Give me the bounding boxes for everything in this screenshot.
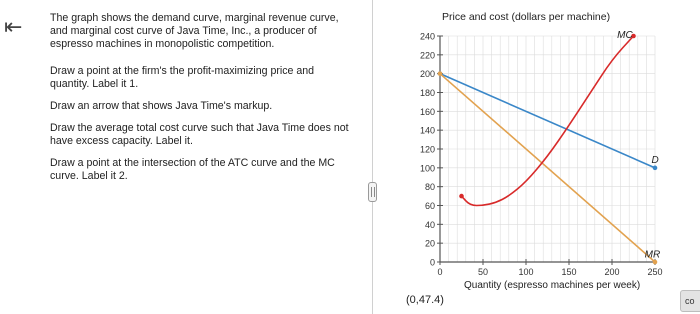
x-tick-label: 250 (647, 267, 663, 277)
y-tick-label: 200 (419, 69, 435, 80)
y-tick-label: 20 (424, 238, 435, 249)
cursor-coordinate-readout: (0,47.4) (406, 294, 444, 306)
curve-handle[interactable] (653, 260, 658, 265)
y-tick-label: 0 (429, 257, 435, 268)
x-tick-label: 0 (437, 267, 443, 277)
y-tick-label: 140 (419, 125, 435, 136)
intro-text: The graph shows the demand curve, marginal revenue curve, and marginal cost curve of Java Time, Inc., a producer of espresso machines in monopolistic competition. (50, 12, 339, 50)
curve-handle[interactable] (459, 194, 464, 199)
y-tick-label: 80 (424, 182, 435, 193)
y-tick-label: 160 (419, 106, 435, 117)
instruction-step: Draw a point at the firm's the profit-maximizing price and quantity. Label it 1. (50, 65, 315, 90)
instruction-step: Draw a point at the intersection of the ATC curve and the MC curve. Label it 2. (50, 157, 335, 182)
curve-handle[interactable] (653, 166, 658, 171)
graph-canvas[interactable] (380, 0, 680, 300)
instructions-panel (50, 12, 350, 192)
y-tick-label: 240 (419, 31, 435, 42)
x-tick-label: 150 (561, 267, 577, 277)
demand-curve[interactable] (440, 74, 655, 168)
y-tick-label: 180 (419, 88, 435, 98)
mc-label: MC (617, 29, 633, 41)
mr-label: MR (644, 249, 661, 261)
x-tick-label: 50 (477, 267, 489, 277)
curve-handle[interactable] (438, 71, 443, 76)
drag-handle-icon[interactable] (368, 182, 377, 202)
y-tick-label: 60 (424, 201, 435, 211)
x-axis-label: Quantity (espresso machines per week) (464, 280, 641, 291)
panel-divider (372, 0, 373, 314)
y-axis-label: Price and cost (dollars per machine) (442, 11, 611, 23)
instruction-step: Draw the average total cost curve such that Java Time does not have excess capacity. Label it. (50, 122, 349, 147)
x-tick-label: 100 (518, 267, 534, 277)
grid (440, 36, 655, 262)
y-tick-label: 120 (419, 144, 435, 155)
left-rail (0, 0, 40, 314)
y-tick-label: 220 (419, 50, 435, 61)
y-tick-label: 40 (424, 219, 435, 230)
y-tick-label: 100 (419, 163, 435, 174)
x-tick-label: 200 (604, 267, 620, 277)
instruction-step: Draw an arrow that shows Java Time's markup. (50, 100, 273, 112)
ticks (419, 29, 663, 278)
back-arrow-icon[interactable]: ⇤ (4, 14, 23, 39)
curve-labels (617, 30, 660, 260)
corner-button[interactable]: co (680, 290, 700, 312)
demand-label: D (651, 155, 659, 167)
